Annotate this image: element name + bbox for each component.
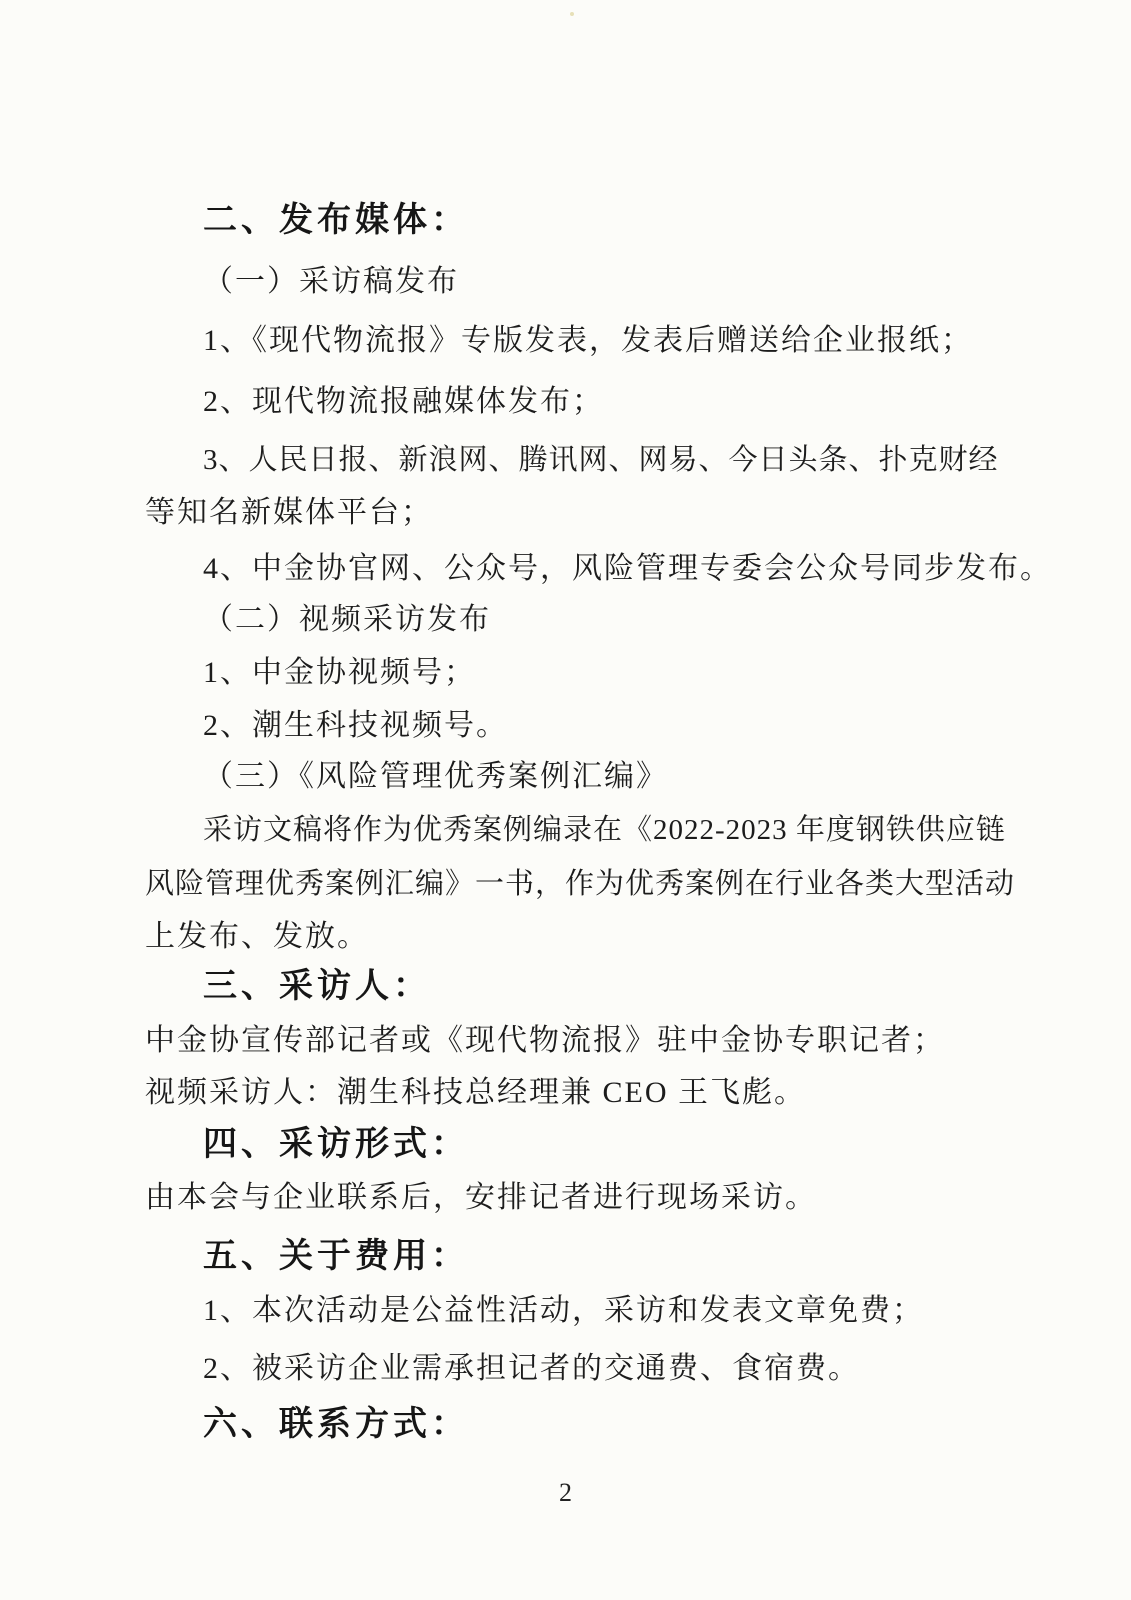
item-major-media-platforms-continued: 等知名新媒体平台； — [145, 496, 433, 529]
para-case-compilation-line-2: 风险管理优秀案例汇编》一书，作为优秀案例在行业各类大型活动 — [145, 868, 1016, 900]
heading-section-six-contact: 六、联系方式： — [203, 1405, 469, 1443]
item-cnmia-video-channel: 1、中金协视频号； — [203, 656, 476, 689]
para-video-interviewee: 视频采访人：潮生科技总经理兼 CEO 王飞彪。 — [145, 1076, 806, 1109]
item-free-public-welfare-activity: 1、本次活动是公益性活动，采访和发表文章免费； — [203, 1294, 924, 1327]
heading-section-five-fees: 五、关于费用： — [203, 1237, 469, 1275]
subheading-excellent-case-compilation: （三）《风险管理优秀案例汇编》 — [203, 760, 668, 793]
page-number: 2 — [559, 1478, 572, 1507]
item-modern-logistics-news-special-edition: 1、《现代物流报》专版发表，发表后赠送给企业报纸； — [203, 324, 973, 357]
para-case-compilation-line-1: 采访文稿将作为优秀案例编录在《2022-2023 年度钢铁供应链 — [203, 814, 1006, 846]
heading-section-four-interview-format: 四、采访形式： — [203, 1125, 469, 1163]
item-company-covers-expenses: 2、被采访企业需承担记者的交通费、食宿费。 — [203, 1352, 860, 1385]
para-text-interviewer: 中金协宣传部记者或《现代物流报》驻中金协专职记者； — [145, 1024, 945, 1057]
item-modern-logistics-news-converged-media: 2、现代物流报融媒体发布； — [203, 385, 604, 418]
item-major-media-platforms: 3、人民日报、新浪网、腾讯网、网易、今日头条、扑克财经 — [203, 444, 999, 476]
subheading-video-interview-release: （二）视频采访发布 — [203, 603, 491, 636]
item-cnmia-official-accounts: 4、中金协官网、公众号，风险管理专委会公众号同步发布。 — [203, 552, 1052, 585]
para-case-compilation-line-3: 上发布、发放。 — [145, 920, 369, 953]
heading-section-three-interviewers: 三、采访人： — [203, 967, 431, 1005]
para-interview-format: 由本会与企业联系后，安排记者进行现场采访。 — [145, 1181, 817, 1214]
subheading-interview-article-release: （一）采访稿发布 — [203, 265, 459, 298]
heading-section-two-publishing-media: 二、发布媒体： — [203, 201, 469, 239]
item-chaosheng-tech-video-channel: 2、潮生科技视频号。 — [203, 709, 508, 742]
